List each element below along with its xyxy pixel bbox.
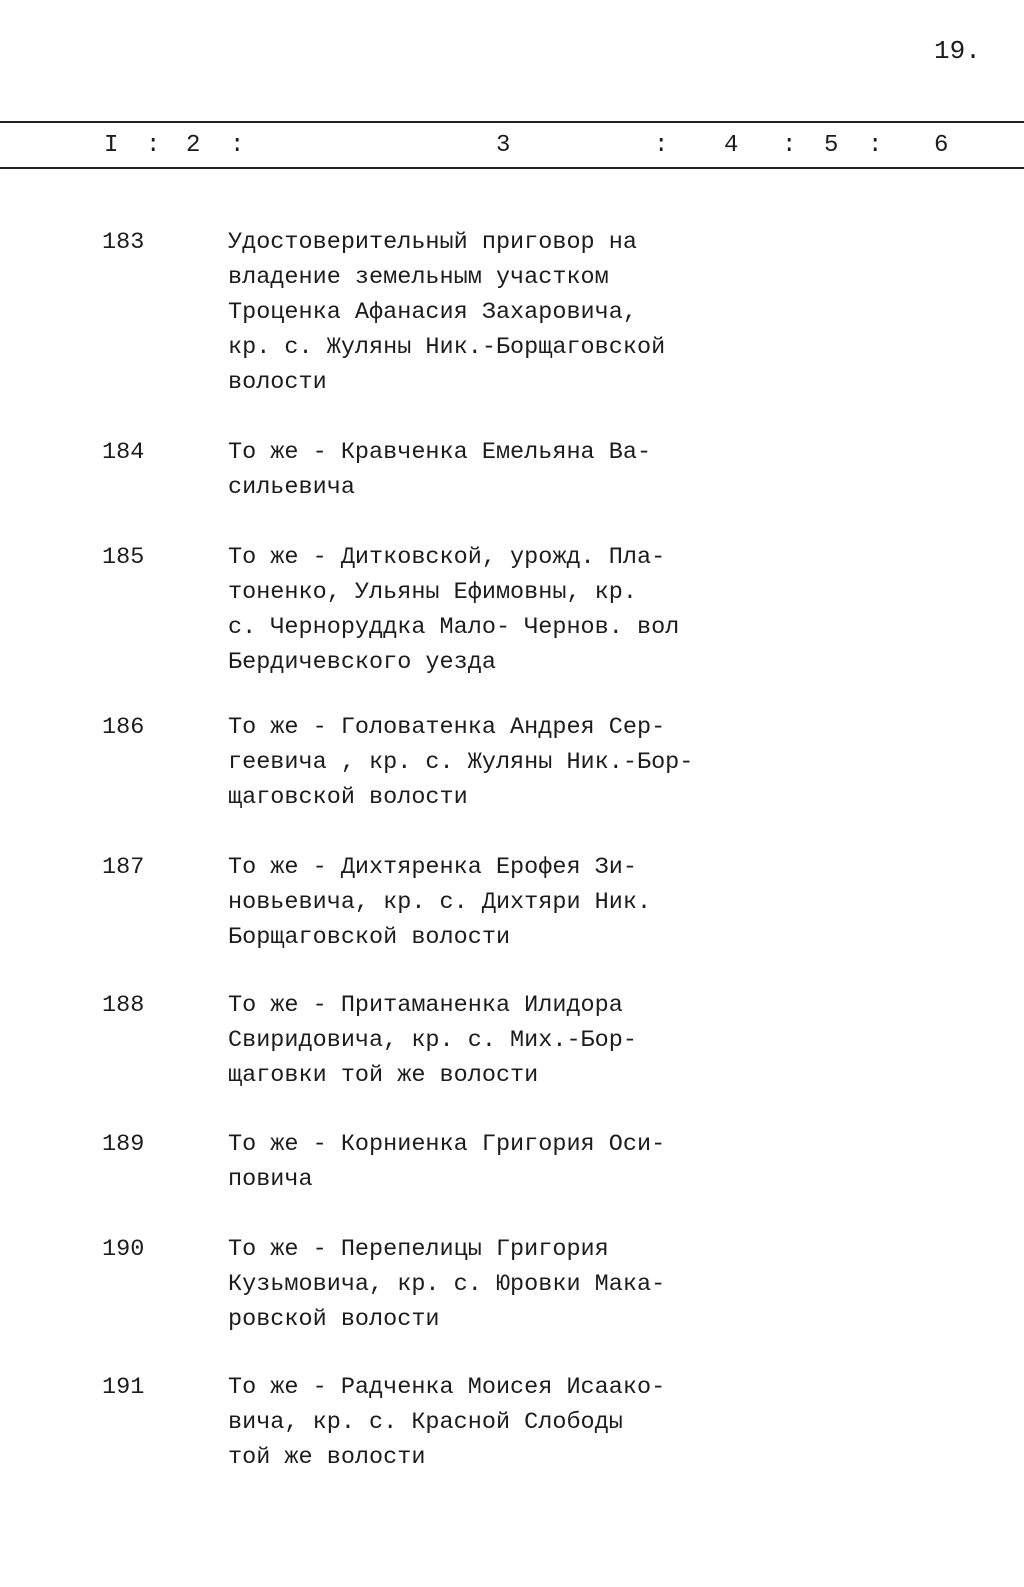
entry-line: То же - Головатенка Андрея Сер- xyxy=(228,714,666,741)
entry-number: 188 xyxy=(102,992,145,1019)
column-header: 5 xyxy=(824,132,839,159)
column-header: 2 xyxy=(186,132,201,159)
entry-number: 186 xyxy=(102,714,145,741)
entry-line: тоненко, Ульяны Ефимовны, кр. xyxy=(228,579,637,606)
entry-line: щаговки той же волости xyxy=(228,1062,539,1089)
entry-line: То же - Корниенка Григория Оси- xyxy=(228,1131,666,1158)
entry-line: Троценка Афанасия Захаровича, xyxy=(228,299,637,326)
entry-number: 187 xyxy=(102,854,145,881)
entry-number: 185 xyxy=(102,544,145,571)
entry-line: сильевича xyxy=(228,474,355,501)
entry-line: щаговской волости xyxy=(228,784,468,811)
header-top-rule xyxy=(0,121,1024,123)
entry-description xyxy=(228,988,637,1093)
column-separator: : xyxy=(230,132,245,159)
column-separator: : xyxy=(782,132,797,159)
entry-description xyxy=(228,710,693,815)
entry-number: 184 xyxy=(102,439,145,466)
entry-number: 189 xyxy=(102,1131,145,1158)
header-bottom-rule xyxy=(0,167,1024,169)
entry-number: 191 xyxy=(102,1374,145,1401)
entry-line: То же - Дитковской, урожд. Пла- xyxy=(228,544,666,571)
entry-line: Удостоверительный приговор на xyxy=(228,229,637,256)
column-header: 4 xyxy=(724,132,739,159)
column-header: 6 xyxy=(934,132,949,159)
entry-line: Кузьмовича, кр. с. Юровки Мака- xyxy=(228,1271,666,1298)
entry-line: То же - Притаманенка Илидора xyxy=(228,992,623,1019)
entry-line: владение земельным участком xyxy=(228,264,609,291)
entry-line: с. Черноруддка Мало- Чернов. вол xyxy=(228,614,680,641)
column-separator: : xyxy=(146,132,161,159)
column-separator: : xyxy=(654,132,669,159)
entry-line: кр. с. Жуляны Ник.-Борщаговской xyxy=(228,334,666,361)
entry-description xyxy=(228,1232,665,1337)
entry-description xyxy=(228,540,679,680)
entry-line: Бердичевского уезда xyxy=(228,649,496,676)
entry-line: То же - Дихтяренка Ерофея Зи- xyxy=(228,854,637,881)
entry-number: 183 xyxy=(102,229,145,256)
entry-line: волости xyxy=(228,369,327,396)
column-header: 3 xyxy=(496,132,511,159)
entry-number: 190 xyxy=(102,1236,145,1263)
entry-line: Свиридовича, кр. с. Мих.-Бор- xyxy=(228,1027,637,1054)
entry-description xyxy=(228,435,651,505)
entry-line: вича, кр. с. Красной Слободы xyxy=(228,1409,623,1436)
entry-line: То же - Кравченка Емельяна Ва- xyxy=(228,439,652,466)
entry-line: ровской волости xyxy=(228,1306,440,1333)
column-separator: : xyxy=(868,132,883,159)
entry-description xyxy=(228,1127,665,1197)
entry-line: той же волости xyxy=(228,1444,426,1471)
entry-description xyxy=(228,1370,665,1475)
entry-line: новьевича, кр. с. Дихтяри Ник. xyxy=(228,889,652,916)
entry-line: То же - Перепелицы Григория xyxy=(228,1236,609,1263)
entry-line: геевича , кр. с. Жуляны Ник.-Бор- xyxy=(228,749,694,776)
entry-line: Борщаговской волости xyxy=(228,924,511,951)
entry-line: То же - Радченка Моисея Исаако- xyxy=(228,1374,666,1401)
entry-description xyxy=(228,225,665,400)
page-number: 19. xyxy=(934,36,981,66)
entry-line: повича xyxy=(228,1166,313,1193)
column-header: I xyxy=(104,132,119,159)
entry-description xyxy=(228,850,651,955)
